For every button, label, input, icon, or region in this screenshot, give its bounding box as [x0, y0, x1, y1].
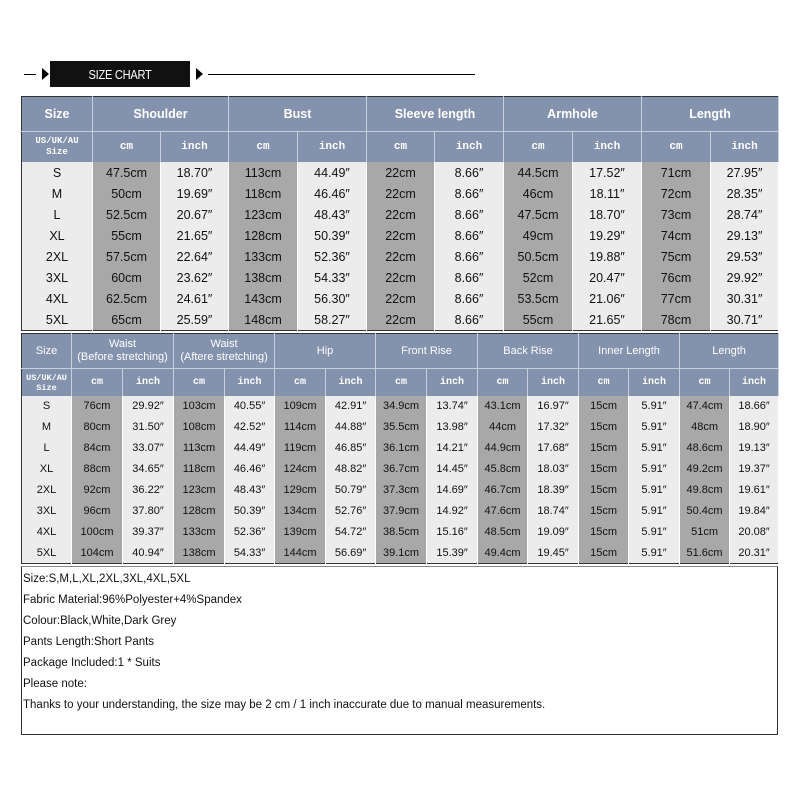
top-table-cell: 8.66″ — [435, 267, 504, 288]
pants-table-unit-10: cm — [579, 369, 629, 397]
top-table-cell: 4XL — [22, 288, 93, 309]
top-table-cell: 19.69″ — [161, 183, 229, 204]
pants-table-cell: 17.68″ — [528, 438, 579, 459]
top-table-cell: 65cm — [93, 309, 161, 331]
pants-table-cell: 5.91″ — [629, 438, 680, 459]
pants-table-unit-1: inch — [123, 369, 174, 397]
pants-table-cell: 18.39″ — [528, 480, 579, 501]
top-table-cell: 22cm — [367, 183, 435, 204]
top-table-header-2: Bust — [229, 97, 367, 132]
pants-table-cell: 52.36″ — [225, 521, 275, 542]
table-row — [22, 542, 779, 563]
pants-table-cell: 144cm — [275, 542, 326, 563]
pants-table-cell: 19.13″ — [730, 438, 779, 459]
pants-table-cell: 43.1cm — [478, 396, 528, 417]
top-table-cell: 22cm — [367, 288, 435, 309]
pants-table-cell: 104cm — [72, 542, 123, 563]
pants-table-cell: 36.1cm — [376, 438, 427, 459]
pants-table-header-3: Hip — [275, 334, 376, 369]
pants-table-cell: 15.16″ — [427, 521, 478, 542]
note-sizes: Size:S,M,L,XL,2XL,3XL,4XL,5XL — [23, 573, 191, 585]
pants-table-cell: 35.5cm — [376, 417, 427, 438]
header-arrow-left — [42, 68, 49, 80]
pants-table-cell: 19.84″ — [730, 500, 779, 521]
pants-table-cell: 96cm — [72, 500, 123, 521]
pants-table-header-row — [22, 334, 779, 369]
table-row — [22, 396, 779, 417]
top-table-cell: 29.53″ — [711, 246, 779, 267]
top-table-unit-row — [22, 132, 779, 163]
top-table-cell: 28.74″ — [711, 204, 779, 225]
pants-table-unit-row — [22, 369, 779, 397]
pants-table-cell: 20.31″ — [730, 542, 779, 563]
pants-table-cell: 33.07″ — [123, 438, 174, 459]
pants-table-header-7: Length — [680, 334, 779, 369]
pants-table-cell: 48.6cm — [680, 438, 730, 459]
top-table-cell: 52cm — [504, 267, 573, 288]
top-table-cell: 18.70″ — [573, 204, 642, 225]
top-table-unit-5: inch — [435, 132, 504, 163]
top-table-cell: 47.5cm — [504, 204, 573, 225]
pants-table-cell: 14.45″ — [427, 459, 478, 480]
pants-table-cell: 5.91″ — [629, 396, 680, 417]
table-row — [22, 480, 779, 501]
top-table-header-row — [22, 97, 779, 132]
top-table-cell: 24.61″ — [161, 288, 229, 309]
top-table-cell: 52.5cm — [93, 204, 161, 225]
pants-table-header-1: Waist (Before stretching) — [72, 334, 174, 369]
pants-table-cell: 34.65″ — [123, 459, 174, 480]
table-row — [22, 267, 779, 288]
table-row — [22, 309, 779, 331]
top-table-cell: 30.31″ — [711, 288, 779, 309]
pants-size-table — [21, 333, 779, 564]
top-table-cell: 8.66″ — [435, 225, 504, 246]
pants-table-cell: 56.69″ — [326, 542, 376, 563]
pants-table-cell: 129cm — [275, 480, 326, 501]
pants-table-cell: 13.74″ — [427, 396, 478, 417]
pants-table-cell: 138cm — [174, 542, 225, 563]
pants-table-cell: 48cm — [680, 417, 730, 438]
pants-table-cell: 50.79″ — [326, 480, 376, 501]
top-table-cell: 27.95″ — [711, 162, 779, 183]
pants-table-cell: 114cm — [275, 417, 326, 438]
table-row — [22, 500, 779, 521]
pants-table-cell: 100cm — [72, 521, 123, 542]
pants-table-cell: 80cm — [72, 417, 123, 438]
top-table-cell: 75cm — [642, 246, 711, 267]
top-table-header-1: Shoulder — [93, 97, 229, 132]
top-table-cell: 19.88″ — [573, 246, 642, 267]
pants-table-cell: 52.76″ — [326, 500, 376, 521]
top-table-cell: 8.66″ — [435, 183, 504, 204]
top-table-cell: 29.92″ — [711, 267, 779, 288]
top-table-cell: 53.5cm — [504, 288, 573, 309]
top-table-cell: 23.62″ — [161, 267, 229, 288]
table-row — [22, 288, 779, 309]
pants-table-header-5: Back Rise — [478, 334, 579, 369]
top-table-cell: 74cm — [642, 225, 711, 246]
top-table-cell: 73cm — [642, 204, 711, 225]
header-rule-right — [208, 74, 475, 75]
pants-table-cell: 29.92″ — [123, 396, 174, 417]
pants-table-cell: 49.8cm — [680, 480, 730, 501]
top-table-cell: 22.64″ — [161, 246, 229, 267]
pants-table-cell: 48.5cm — [478, 521, 528, 542]
top-table-cell: 71cm — [642, 162, 711, 183]
pants-table-cell: 54.72″ — [326, 521, 376, 542]
top-table-cell: 113cm — [229, 162, 298, 183]
pants-table-cell: 47.4cm — [680, 396, 730, 417]
top-table-cell: 58.27″ — [298, 309, 367, 331]
note-package: Package Included:1 * Suits — [23, 657, 161, 669]
pants-table-cell: 5.91″ — [629, 500, 680, 521]
top-table-cell: 22cm — [367, 225, 435, 246]
pants-table-cell: L — [22, 438, 72, 459]
top-table-cell: 50.5cm — [504, 246, 573, 267]
header-arrow-right — [196, 68, 203, 80]
top-table-cell: 44.5cm — [504, 162, 573, 183]
pants-table-cell: 124cm — [275, 459, 326, 480]
pants-table-cell: 15cm — [579, 459, 629, 480]
pants-table-cell: 48.82″ — [326, 459, 376, 480]
top-table-unit-4: cm — [367, 132, 435, 163]
pants-table-cell: XL — [22, 459, 72, 480]
top-table-cell: 22cm — [367, 204, 435, 225]
pants-table-cell: 134cm — [275, 500, 326, 521]
top-table-cell: 143cm — [229, 288, 298, 309]
top-table-cell: 60cm — [93, 267, 161, 288]
size-chart-header — [20, 60, 480, 90]
pants-table-cell: 128cm — [174, 500, 225, 521]
top-table-cell: 22cm — [367, 309, 435, 331]
pants-table-cell: 39.1cm — [376, 542, 427, 563]
top-table-cell: 50cm — [93, 183, 161, 204]
top-table-cell: 21.06″ — [573, 288, 642, 309]
top-table-cell: 29.13″ — [711, 225, 779, 246]
top-table-unit-1: inch — [161, 132, 229, 163]
pants-table-cell: 5.91″ — [629, 459, 680, 480]
top-table-cell: 55cm — [93, 225, 161, 246]
top-table-cell: 76cm — [642, 267, 711, 288]
pants-table-cell: 18.03″ — [528, 459, 579, 480]
top-table-cell: 21.65″ — [573, 309, 642, 331]
top-table-cell: 22cm — [367, 267, 435, 288]
pants-table-cell: 84cm — [72, 438, 123, 459]
pants-table-cell: 15cm — [579, 438, 629, 459]
pants-table-cell: 15cm — [579, 396, 629, 417]
top-table-cell: 22cm — [367, 162, 435, 183]
top-table-cell: M — [22, 183, 93, 204]
table-row — [22, 183, 779, 204]
table-row — [22, 204, 779, 225]
top-table-cell: 52.36″ — [298, 246, 367, 267]
pants-table-cell: 4XL — [22, 521, 72, 542]
top-table-header-4: Armhole — [504, 97, 642, 132]
top-table-cell: 133cm — [229, 246, 298, 267]
pants-table-cell: 19.61″ — [730, 480, 779, 501]
pants-table-cell: 18.90″ — [730, 417, 779, 438]
pants-table-cell: 49.2cm — [680, 459, 730, 480]
top-table-cell: 55cm — [504, 309, 573, 331]
pants-table-cell: 46.85″ — [326, 438, 376, 459]
pants-table-cell: 5.91″ — [629, 542, 680, 563]
top-table-cell: 8.66″ — [435, 288, 504, 309]
top-table-cell: 18.11″ — [573, 183, 642, 204]
top-table-cell: 46.46″ — [298, 183, 367, 204]
pants-table-unit-7: inch — [427, 369, 478, 397]
top-table-cell: 30.71″ — [711, 309, 779, 331]
top-table-cell: 54.33″ — [298, 267, 367, 288]
top-table-unit-0: cm — [93, 132, 161, 163]
pants-table-cell: 31.50″ — [123, 417, 174, 438]
pants-table-cell: 5.91″ — [629, 521, 680, 542]
pants-table-cell: 18.66″ — [730, 396, 779, 417]
pants-table-cell: 45.8cm — [478, 459, 528, 480]
pants-table-cell: 44.9cm — [478, 438, 528, 459]
pants-table-cell: 3XL — [22, 500, 72, 521]
pants-table-cell: 5XL — [22, 542, 72, 563]
top-table-cell: 18.70″ — [161, 162, 229, 183]
top-table-cell: 57.5cm — [93, 246, 161, 267]
pants-table-cell: 46.7cm — [478, 480, 528, 501]
pants-table-cell: 109cm — [275, 396, 326, 417]
pants-table-cell: 49.4cm — [478, 542, 528, 563]
table-row — [22, 438, 779, 459]
pants-table-cell: 15cm — [579, 500, 629, 521]
pants-table-cell: 39.37″ — [123, 521, 174, 542]
pants-table-unit-6: cm — [376, 369, 427, 397]
top-table-size-label: US/UK/AU Size — [22, 132, 93, 163]
pants-table-cell: 40.55″ — [225, 396, 275, 417]
top-table-cell: 47.5cm — [93, 162, 161, 183]
top-table-cell: 49cm — [504, 225, 573, 246]
pants-table-cell: 19.45″ — [528, 542, 579, 563]
pants-table-cell: 15.39″ — [427, 542, 478, 563]
pants-table-cell: 15cm — [579, 417, 629, 438]
pants-table-cell: 50.4cm — [680, 500, 730, 521]
pants-table-cell: M — [22, 417, 72, 438]
pants-table-cell: 123cm — [174, 480, 225, 501]
pants-table-unit-0: cm — [72, 369, 123, 397]
top-table-cell: 8.66″ — [435, 309, 504, 331]
top-table-cell: 22cm — [367, 246, 435, 267]
pants-table-cell: 13.98″ — [427, 417, 478, 438]
pants-table-cell: 19.37″ — [730, 459, 779, 480]
top-size-table — [21, 96, 779, 331]
pants-table-unit-9: inch — [528, 369, 579, 397]
size-chart-title: SIZE CHART — [88, 66, 152, 82]
table-row — [22, 162, 779, 183]
top-table-unit-9: inch — [711, 132, 779, 163]
top-table-cell: 50.39″ — [298, 225, 367, 246]
top-table-header-3: Sleeve length — [367, 97, 504, 132]
table-row — [22, 521, 779, 542]
top-table-cell: 138cm — [229, 267, 298, 288]
pants-table-cell: 37.3cm — [376, 480, 427, 501]
pants-table-cell: 37.80″ — [123, 500, 174, 521]
top-table-cell: 2XL — [22, 246, 93, 267]
top-table-header-0: Size — [22, 97, 93, 132]
pants-table-cell: 103cm — [174, 396, 225, 417]
table-row — [22, 225, 779, 246]
pants-table-unit-12: cm — [680, 369, 730, 397]
pants-table-unit-4: cm — [275, 369, 326, 397]
pants-table-cell: 44.88″ — [326, 417, 376, 438]
note-please-note: Please note: — [23, 678, 87, 690]
top-table-cell: 20.67″ — [161, 204, 229, 225]
pants-table-cell: 46.46″ — [225, 459, 275, 480]
top-table-cell: XL — [22, 225, 93, 246]
note-fabric: Fabric Material:96%Polyester+4%Spandex — [23, 594, 242, 606]
pants-table-cell: 108cm — [174, 417, 225, 438]
pants-table-cell: 15cm — [579, 521, 629, 542]
note-colour: Colour:Black,White,Dark Grey — [23, 615, 177, 627]
pants-table-cell: 54.33″ — [225, 542, 275, 563]
pants-table-cell: 36.22″ — [123, 480, 174, 501]
top-table-cell: 72cm — [642, 183, 711, 204]
pants-table-cell: 16.97″ — [528, 396, 579, 417]
pants-table-unit-2: cm — [174, 369, 225, 397]
pants-table-cell: 42.91″ — [326, 396, 376, 417]
top-table-unit-6: cm — [504, 132, 573, 163]
pants-table-cell: 88cm — [72, 459, 123, 480]
pants-table-cell: 36.7cm — [376, 459, 427, 480]
top-table-unit-7: inch — [573, 132, 642, 163]
pants-table-unit-11: inch — [629, 369, 680, 397]
top-table-cell: L — [22, 204, 93, 225]
top-table-cell: 56.30″ — [298, 288, 367, 309]
top-table-cell: 44.49″ — [298, 162, 367, 183]
pants-table-header-2: Waist (Aftere stretching) — [174, 334, 275, 369]
top-table-cell: 148cm — [229, 309, 298, 331]
pants-table-cell: 113cm — [174, 438, 225, 459]
top-table-header-5: Length — [642, 97, 779, 132]
header-rule-left — [24, 74, 36, 75]
pants-table-cell: 14.69″ — [427, 480, 478, 501]
table-row — [22, 459, 779, 480]
pants-table-header-0: Size — [22, 334, 72, 369]
pants-table-cell: 44.49″ — [225, 438, 275, 459]
pants-table-cell: 40.94″ — [123, 542, 174, 563]
pants-table-cell: 18.74″ — [528, 500, 579, 521]
top-table-cell: 77cm — [642, 288, 711, 309]
top-table-cell: 118cm — [229, 183, 298, 204]
pants-table-cell: 47.6cm — [478, 500, 528, 521]
top-table-cell: S — [22, 162, 93, 183]
pants-table-cell: 44cm — [478, 417, 528, 438]
pants-table-cell: 139cm — [275, 521, 326, 542]
pants-table-cell: 92cm — [72, 480, 123, 501]
pants-table-header-6: Inner Length — [579, 334, 680, 369]
pants-table-cell: 37.9cm — [376, 500, 427, 521]
pants-table-unit-13: inch — [730, 369, 779, 397]
pants-table-unit-8: cm — [478, 369, 528, 397]
pants-table-size-label: US/UK/AU Size — [22, 369, 72, 397]
pants-table-cell: 5.91″ — [629, 417, 680, 438]
pants-table-cell: 50.39″ — [225, 500, 275, 521]
pants-table-cell: 5.91″ — [629, 480, 680, 501]
pants-table-cell: S — [22, 396, 72, 417]
table-row — [22, 246, 779, 267]
top-table-cell: 3XL — [22, 267, 93, 288]
pants-table-unit-3: inch — [225, 369, 275, 397]
pants-table-cell: 2XL — [22, 480, 72, 501]
pants-table-cell: 34.9cm — [376, 396, 427, 417]
top-table-cell: 5XL — [22, 309, 93, 331]
top-table-cell: 46cm — [504, 183, 573, 204]
note-disclaimer: Thanks to your understanding, the size may be 2 cm / 1 inch inaccurate due to manual measurements. — [23, 699, 546, 711]
pants-table-cell: 48.43″ — [225, 480, 275, 501]
pants-table-cell: 15cm — [579, 480, 629, 501]
pants-table-unit-5: inch — [326, 369, 376, 397]
pants-table-cell: 38.5cm — [376, 521, 427, 542]
pants-table-cell: 17.32″ — [528, 417, 579, 438]
top-table-cell: 17.52″ — [573, 162, 642, 183]
product-notes — [21, 566, 778, 735]
note-pants-length: Pants Length:Short Pants — [23, 636, 155, 648]
top-table-unit-2: cm — [229, 132, 298, 163]
pants-table-cell: 118cm — [174, 459, 225, 480]
top-table-cell: 78cm — [642, 309, 711, 331]
top-table-cell: 28.35″ — [711, 183, 779, 204]
pants-table-cell: 14.21″ — [427, 438, 478, 459]
top-table-cell: 123cm — [229, 204, 298, 225]
pants-table-cell: 42.52″ — [225, 417, 275, 438]
pants-table-header-4: Front Rise — [376, 334, 478, 369]
pants-table-cell: 51cm — [680, 521, 730, 542]
top-table-unit-3: inch — [298, 132, 367, 163]
top-table-cell: 8.66″ — [435, 162, 504, 183]
pants-table-cell: 76cm — [72, 396, 123, 417]
pants-table-cell: 51.6cm — [680, 542, 730, 563]
top-table-cell: 62.5cm — [93, 288, 161, 309]
top-table-unit-8: cm — [642, 132, 711, 163]
pants-table-cell: 133cm — [174, 521, 225, 542]
top-table-cell: 19.29″ — [573, 225, 642, 246]
top-table-cell: 8.66″ — [435, 204, 504, 225]
size-chart-title-box — [50, 61, 190, 87]
pants-table-cell: 19.09″ — [528, 521, 579, 542]
top-table-cell: 128cm — [229, 225, 298, 246]
top-table-cell: 8.66″ — [435, 246, 504, 267]
pants-table-cell: 20.08″ — [730, 521, 779, 542]
top-table-cell: 20.47″ — [573, 267, 642, 288]
pants-table-cell: 15cm — [579, 542, 629, 563]
top-table-cell: 21.65″ — [161, 225, 229, 246]
pants-table-cell: 14.92″ — [427, 500, 478, 521]
top-table-cell: 25.59″ — [161, 309, 229, 331]
table-row — [22, 417, 779, 438]
pants-table-cell: 119cm — [275, 438, 326, 459]
top-table-cell: 48.43″ — [298, 204, 367, 225]
